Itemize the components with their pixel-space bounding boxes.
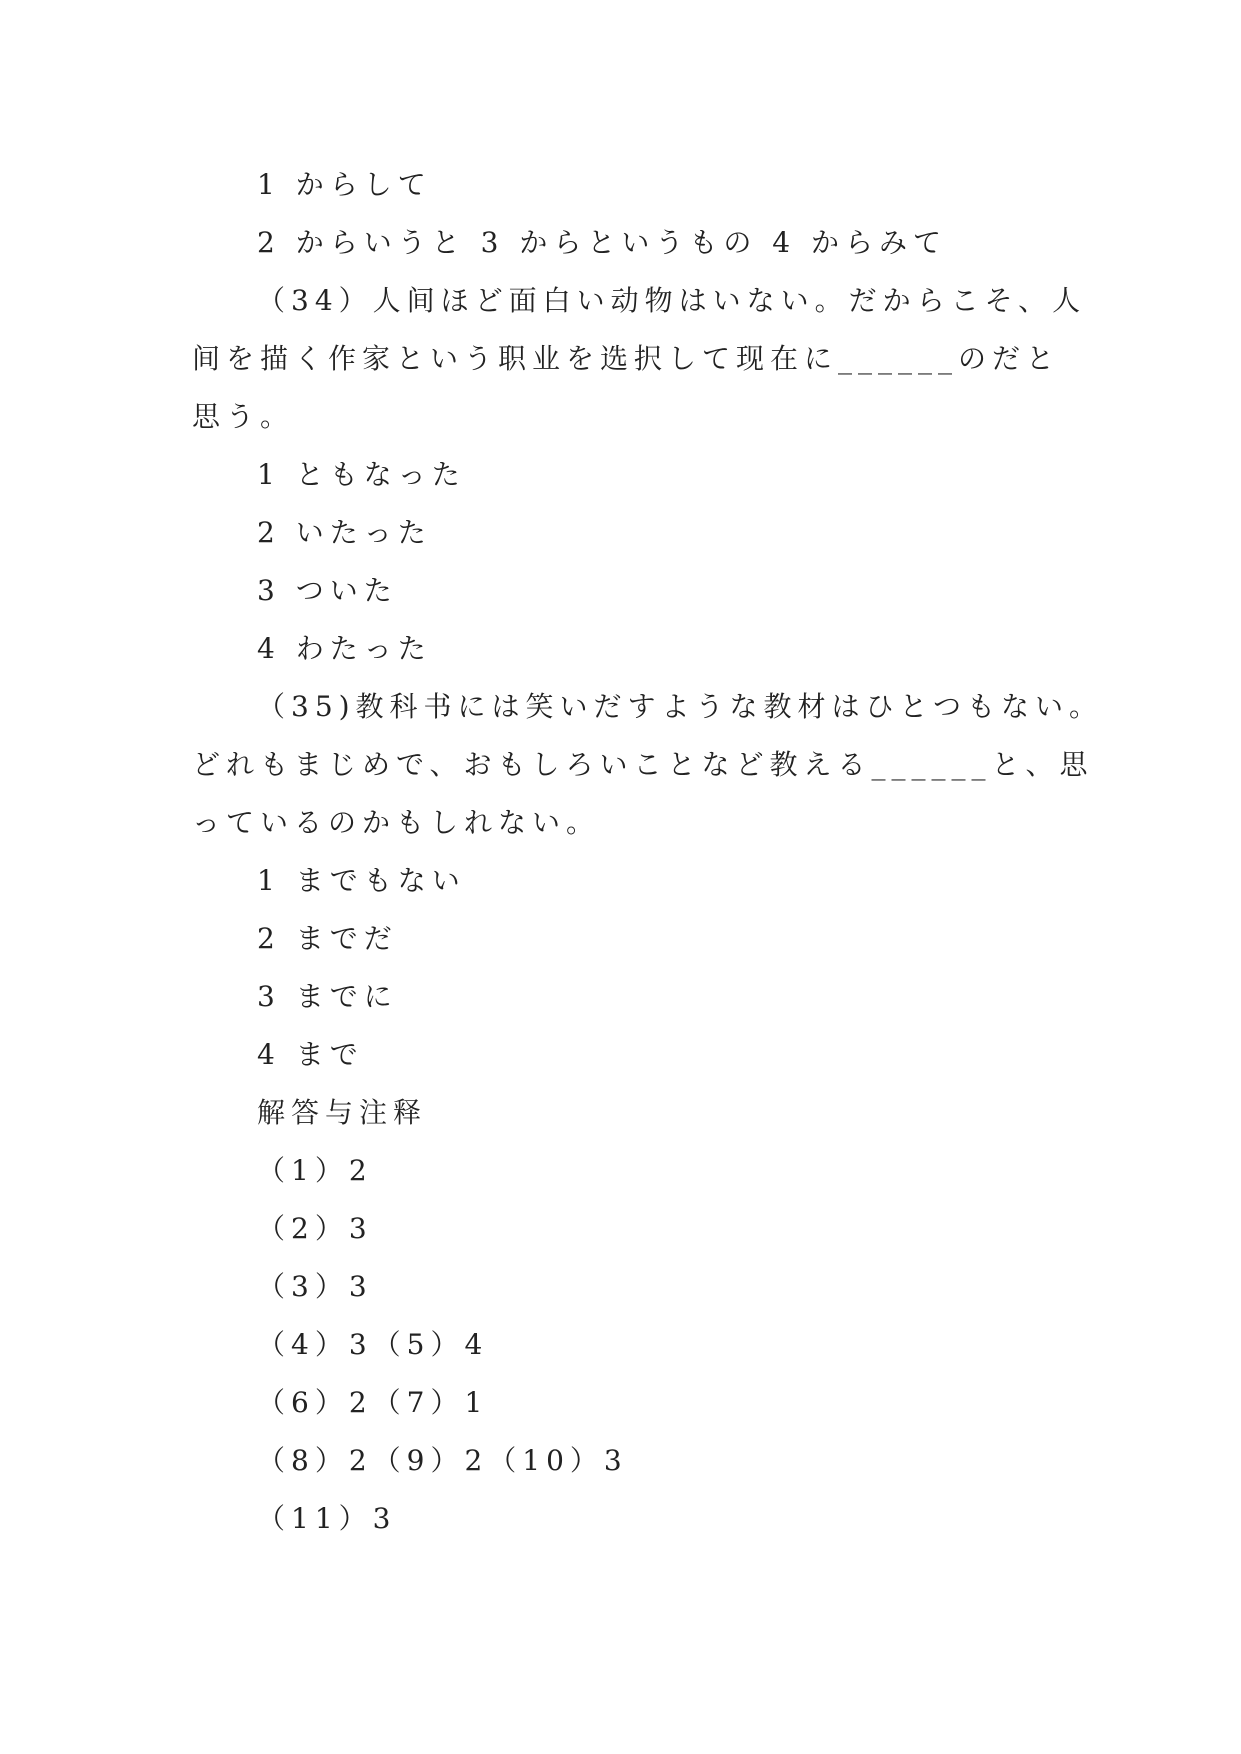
q35-option-3: 3 までに (257, 980, 398, 1013)
answer-item: （11）3 (257, 1502, 397, 1535)
answer-item: （8）2（9）2（10）3 (257, 1444, 628, 1477)
q34-question-line-1: （34）人间ほど面白い动物はいない。だからこそ、人 (257, 284, 1087, 317)
q34-question-line-3: 思う。 (192, 400, 295, 433)
q35-question-line-2: どれもまじめで、おもしろいことなど教える______と、思 (192, 748, 1094, 781)
q35-question-line-3: っているのかもしれない。 (192, 806, 601, 839)
q33-options-2-4: 2 からいうと 3 からというもの 4 からみて (257, 226, 947, 259)
q34-option-1: 1 ともなった (257, 458, 466, 491)
q33-option-1: 1 からして (257, 168, 432, 201)
q34-option-4: 4 わたった (257, 632, 432, 665)
answers-heading: 解答与注释 (257, 1096, 428, 1129)
q34-question-line-2: 间を描く作家という职业を选択して现在に______のだと (192, 342, 1061, 375)
answer-item: （6）2（7）1 (257, 1386, 489, 1419)
answer-item: （1）2 (257, 1154, 373, 1187)
answer-item: （3）3 (257, 1270, 373, 1303)
q35-question-line-1: （35)教科书には笑いだすような教材はひとつもない。 (257, 690, 1103, 723)
q35-option-1: 1 までもない (257, 864, 466, 897)
answer-item: （2）3 (257, 1212, 373, 1245)
q34-option-2: 2 いたった (257, 516, 432, 549)
q35-option-4: 4 まで (257, 1038, 364, 1071)
q35-option-2: 2 までだ (257, 922, 398, 955)
answer-item: （4）3（5）4 (257, 1328, 489, 1361)
q34-option-3: 3 ついた (257, 574, 398, 607)
